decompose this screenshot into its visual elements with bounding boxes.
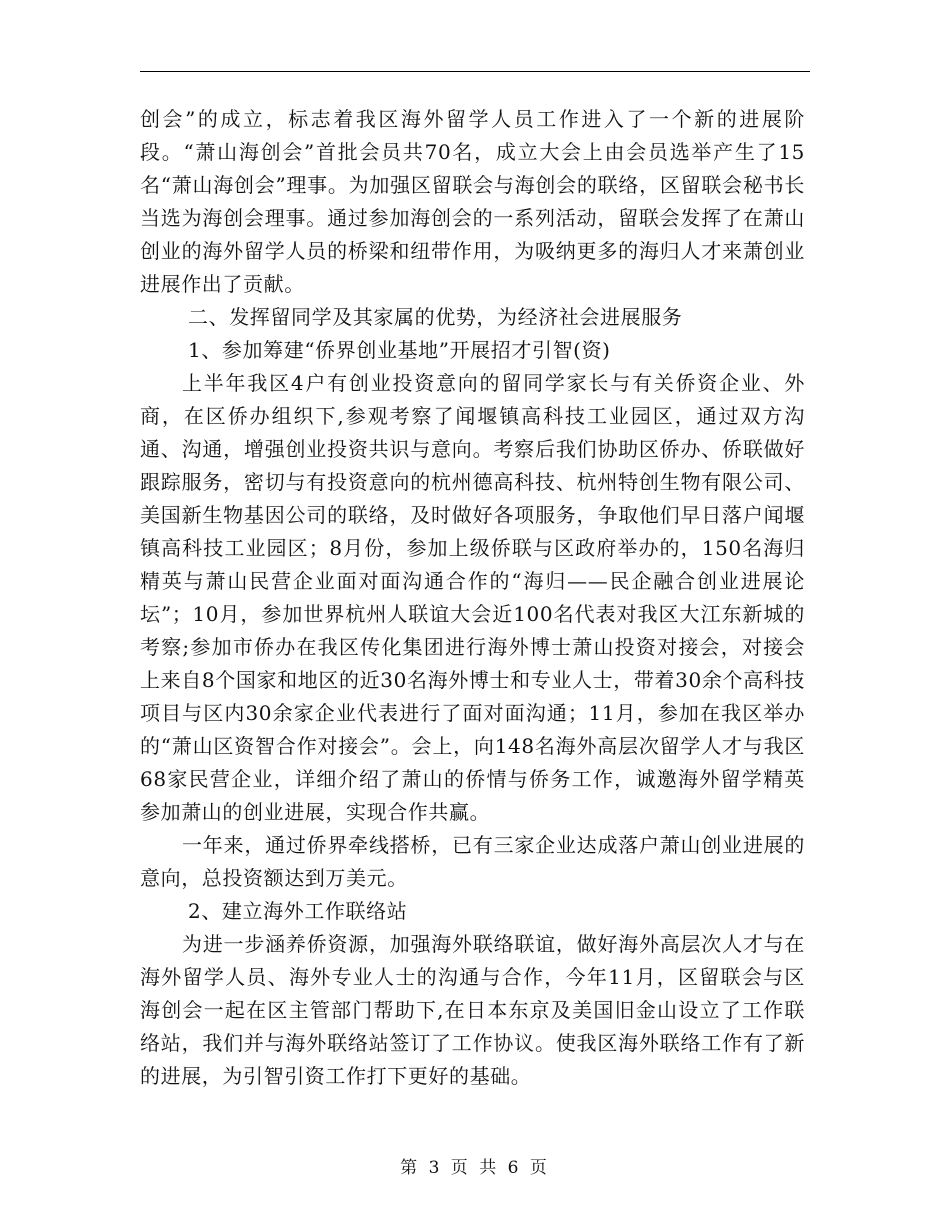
- paragraph-investment: 上半年我区4户有创业投资意向的留同学家长与有关侨资企业、外商，在区侨办组织下,参观考察了闻堰镇高科技工业园区，通过双方沟通、沟通，增强创业投资共识与意向。考察后我们协助区侨办、侨联做好跟踪服务，密切与有投资意向的杭州德高科技、杭州特创生物有限公司、美国新生物基因公司的联络，及时做好各项服务，争取他们早日落户闻堰镇高科技工业园区；8月份，参加上级侨联与区政府举办的，150名海归精英与萧山民营企业面对面沟通合作的“海归——民企融合创业进展论坛”；10月，参加世界杭州人联谊大会近100名代表对我区大江东新城的考察;参加市侨办在我区传化集团进行海外博士萧山投资对接会，对接会上来自8个国家和地区的近30名海外博士和专业人士，带着30余个高科技项目与区内30余家企业代表进行了面对面沟通；11月，参加在我区举办的“萧山区资智合作对接会”。会上，向148名海外高层次留学人才与我区68家民营企业，详细介绍了萧山的侨情与侨务工作，诚邀海外留学精英参加萧山的创业进展，实现合作共赢。: [140, 371, 805, 824]
- subsection-heading-1: 1、参加筹建“侨界创业基地”开展招才引智(资): [188, 338, 611, 362]
- section-heading: 二、发挥留同学及其家属的优势，为经济社会进展服务: [188, 305, 683, 329]
- header-rule: [140, 71, 810, 72]
- subsection-heading-2: 2、建立海外工作联络站: [188, 899, 408, 923]
- document-body: [140, 103, 805, 1093]
- paragraph-liaison-station: 为进一步涵养侨资源，加强海外联络联谊，做好海外高层次人才与在海外留学人员、海外专业人士的沟通与合作，今年11月，区留联会与区海创会一起在区主管部门帮助下,在日本东京及美国旧金山设立了工作联络站，我们并与海外联络站签订了工作协议。使我区海外联络工作有了新的进展，为引智引资工作打下更好的基础。: [140, 932, 805, 1088]
- paragraph-summary: 一年来，通过侨界牵线搭桥，已有三家企业达成落户萧山创业进展的意向，总投资额达到万美元。: [140, 833, 805, 890]
- paragraph-continuation: 创会”的成立，标志着我区海外留学人员工作进入了一个新的进展阶段。“萧山海创会”首批会员共70名，成立大会上由会员选举产生了15名“萧山海创会”理事。为加强区留联会与海创会的联络，区留联会秘书长当选为海创会理事。通过参加海创会的一系列活动，留联会发挥了在萧山创业的海外留学人员的桥梁和纽带作用，为吸纳更多的海归人才来萧创业进展作出了贡献。: [140, 107, 805, 296]
- page-number: 第 3 页 共 6 页: [400, 1158, 550, 1178]
